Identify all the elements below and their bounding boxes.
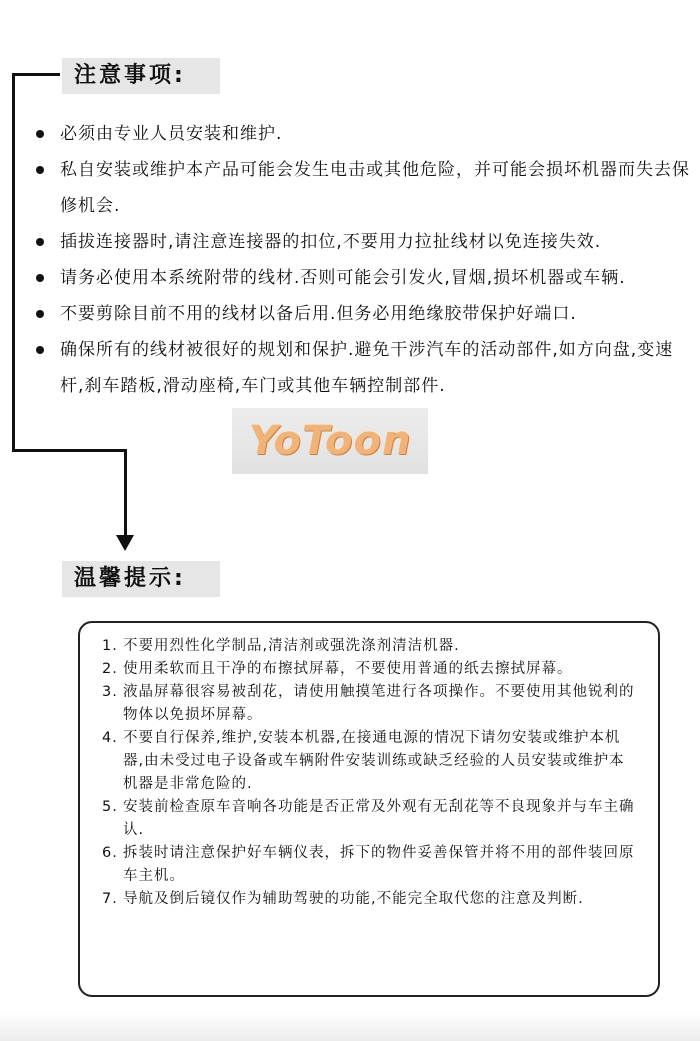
list-item [30, 152, 690, 224]
caution-item-text: 确保所有的线材被很好的规划和保护.避免干涉汽车的活动部件,如方向盘,变速杆,刹车踏板,滑动座椅,车门或其他车辆控制部件. [60, 340, 674, 396]
watermark-text: YoToon [248, 418, 412, 464]
list-item [102, 727, 638, 796]
list-item [30, 296, 690, 332]
tips-list [102, 635, 638, 911]
caution-item-text: 必须由专业人员安装和维护. [60, 124, 283, 144]
list-item [102, 888, 638, 911]
tips-box [78, 621, 660, 997]
caution-heading: 注意事项: [62, 58, 220, 94]
list-item [30, 332, 690, 404]
watermark-logo [232, 408, 428, 474]
caution-list [30, 116, 690, 404]
bottom-shade [0, 1011, 700, 1041]
connector-line-top [12, 73, 60, 76]
caution-item-text: 私自安装或维护本产品可能会发生电击或其他危险，并可能会损坏机器而失去保修机会. [60, 160, 690, 216]
list-item [102, 635, 638, 658]
bullet-icon [36, 166, 44, 174]
list-item [102, 796, 638, 842]
tips-item-text: 安装前检查原车音响各功能是否正常及外观有无刮花等不良现象并与车主确认. [123, 799, 635, 838]
caution-item-text: 插拔连接器时,请注意连接器的扣位,不要用力拉扯线材以免连接失效. [60, 232, 602, 252]
list-item [102, 681, 638, 727]
list-item [30, 224, 690, 260]
tips-item-number: 3. [102, 684, 118, 700]
caution-item-text: 请务必使用本系统附带的线材.否则可能会引发火,冒烟,损坏机器或车辆. [60, 268, 626, 288]
list-item [102, 658, 638, 681]
tips-item-text: 液晶屏幕很容易被刮花，请使用触摸笔进行各项操作。不要使用其他锐利的物体以免损坏屏幕。 [123, 684, 635, 723]
tips-item-text: 不要自行保养,维护,安装本机器,在接通电源的情况下请勿安装或维护本机器,由未受过电子设备或车辆附件安装训练或缺乏经验的人员安装或维护本机器是非常危险的. [123, 730, 625, 792]
bullet-icon [36, 310, 44, 318]
bullet-icon [36, 238, 44, 246]
tips-item-number: 7. [102, 891, 118, 907]
tips-item-text: 拆装时请注意保护好车辆仪表，拆下的物件妥善保管并将不用的部件装回原车主机。 [123, 845, 635, 884]
bullet-icon [36, 130, 44, 138]
tips-heading: 温馨提示: [62, 561, 220, 597]
bullet-icon [36, 346, 44, 354]
list-item [30, 116, 690, 152]
tips-item-number: 6. [102, 845, 118, 861]
tips-item-text: 使用柔软而且干净的布擦拭屏幕，不要使用普通的纸去擦拭屏幕。 [123, 661, 573, 677]
connector-line-horizontal [12, 449, 127, 452]
bullet-icon [36, 274, 44, 282]
tips-item-number: 2. [102, 661, 118, 677]
tips-item-number: 1. [102, 638, 118, 654]
tips-item-number: 5. [102, 799, 118, 815]
arrow-down-icon [116, 535, 134, 551]
tips-item-text: 不要用烈性化学制品,清洁剂或强洗涤剂清洁机器. [123, 638, 460, 654]
tips-item-text: 导航及倒后镜仅作为辅助驾驶的功能,不能完全取代您的注意及判断. [123, 891, 584, 907]
connector-line-vertical [12, 73, 15, 452]
caution-item-text: 不要剪除目前不用的线材以备后用.但务必用绝缘胶带保护好端口. [60, 304, 577, 324]
connector-line-down [124, 449, 127, 536]
list-item [102, 842, 638, 888]
list-item [30, 260, 690, 296]
tips-item-number: 4. [102, 730, 118, 746]
